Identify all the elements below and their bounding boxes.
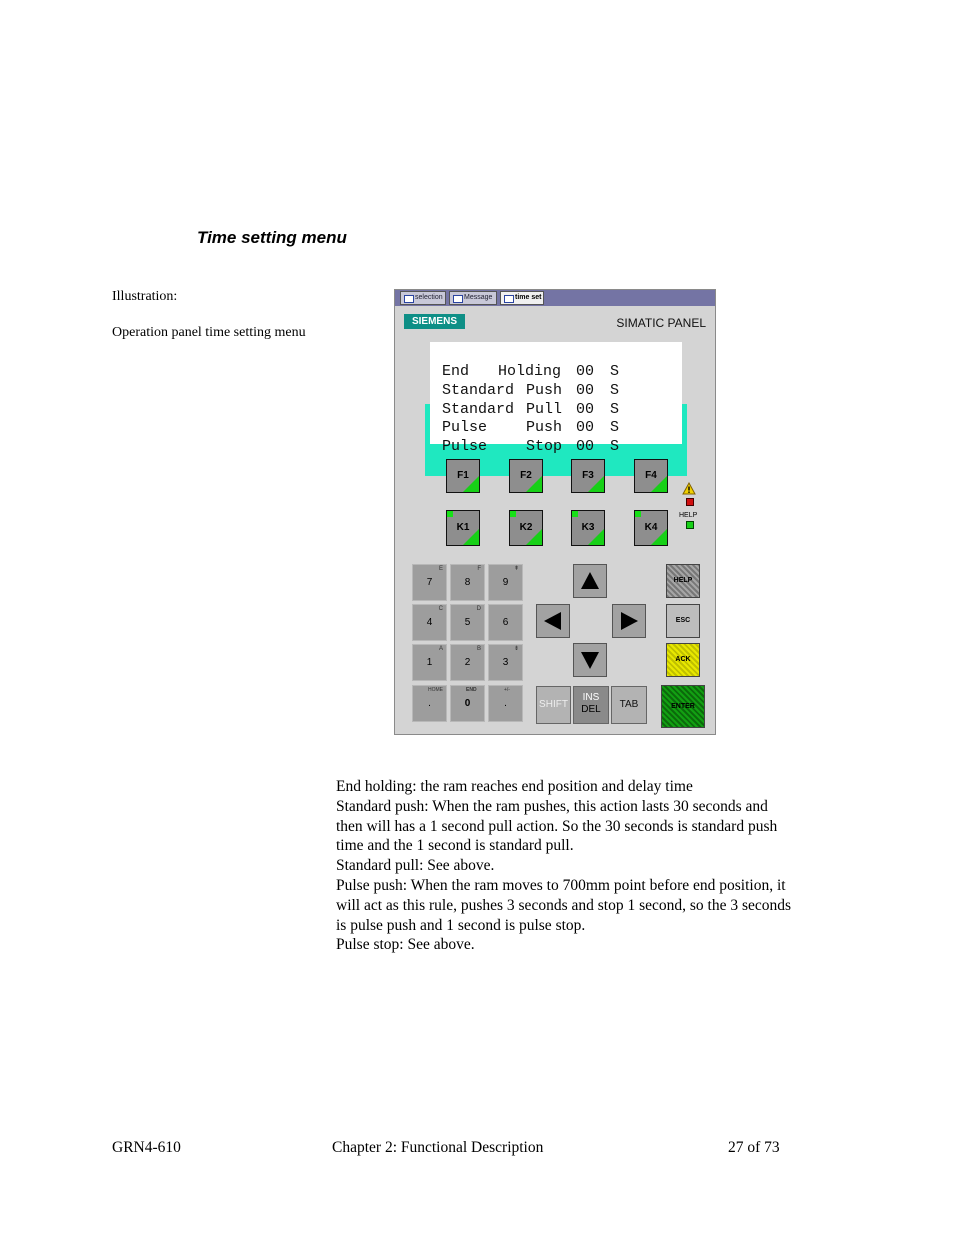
screen-row: End Holding 00 S [442, 363, 620, 380]
num-sign-key[interactable]: +/- . [488, 685, 523, 722]
warning-icon [682, 482, 696, 495]
num-2-key[interactable]: B 2 [450, 644, 485, 681]
k2-key[interactable]: K2 [509, 510, 543, 546]
description-line: Standard push: When the ram pushes, this action lasts 30 seconds and [336, 797, 768, 815]
num-7-key[interactable]: E 7 [412, 564, 447, 601]
help-led [686, 521, 694, 529]
footer-page-number: 27 of 73 [728, 1139, 780, 1156]
ins-label: INS [582, 692, 600, 703]
del-label: DEL [581, 704, 601, 715]
screen-row: Pulse Stop 00 S [442, 438, 620, 455]
num-8-key[interactable]: F 8 [450, 564, 485, 601]
arrow-down-key[interactable] [573, 643, 607, 677]
screen-row: Pulse Push 00 S [442, 419, 620, 436]
tab-time-set[interactable]: time set [500, 291, 544, 305]
k1-key[interactable]: K1 [446, 510, 480, 546]
description-line: then will has a 1 second pull action. So the 30 seconds is standard push [336, 817, 778, 835]
description-text [336, 777, 856, 955]
description-line: Pulse push: When the ram moves to 700mm point before end position, it [336, 876, 786, 894]
num-3-key[interactable]: ⇟ 3 [488, 644, 523, 681]
screen-row: Standard Push 00 S [442, 382, 620, 399]
arrow-left-icon [537, 605, 569, 637]
num-dot-key[interactable]: HOME . [412, 685, 447, 722]
tab-bar [395, 290, 715, 306]
window-icon [504, 295, 514, 303]
num-5-key[interactable]: D 5 [450, 604, 485, 641]
description-line: Pulse stop: See above. [336, 936, 475, 954]
arrow-left-key[interactable] [536, 604, 570, 638]
description-line: End holding: the ram reaches end position and delay time [336, 778, 693, 795]
arrow-up-key[interactable] [573, 564, 607, 598]
num-9-key[interactable]: ⇞ 9 [488, 564, 523, 601]
shift-key[interactable]: SHIFT [536, 686, 571, 724]
window-icon [404, 295, 414, 303]
description-line: time and the 1 second is standard pull. [336, 837, 574, 855]
description-line: is pulse push and 1 second is pulse stop. [336, 916, 586, 934]
window-icon [453, 295, 463, 303]
section-title: Time setting menu [197, 228, 347, 247]
help-led-label: HELP [679, 512, 698, 519]
operation-panel [394, 289, 716, 735]
num-1-key[interactable]: A 1 [412, 644, 447, 681]
arrow-up-icon [574, 565, 606, 597]
screen-row: Standard Pull 00 S [442, 401, 620, 418]
ack-key[interactable]: ACK [666, 643, 700, 677]
panel-title: SIMATIC PANEL [616, 316, 706, 330]
footer-document-id: GRN4-610 [112, 1139, 181, 1156]
illustration-label: Illustration: [112, 289, 178, 304]
num-6-key[interactable]: 6 [488, 604, 523, 641]
k3-key[interactable]: K3 [571, 510, 605, 546]
enter-key[interactable]: ENTER [661, 685, 705, 728]
siemens-logo: SIEMENS [404, 314, 465, 329]
k4-key[interactable]: K4 [634, 510, 668, 546]
footer-chapter: Chapter 2: Functional Description [332, 1139, 544, 1156]
num-0-key[interactable]: END 0 [450, 685, 485, 722]
description-line: will act as this rule, pushes 3 seconds and stop 1 second, so the 3 seconds [336, 896, 792, 914]
f3-key[interactable]: F3 [571, 459, 605, 493]
help-key[interactable]: HELP [666, 564, 700, 598]
esc-key[interactable]: ESC [666, 604, 700, 638]
tab-message[interactable]: Message [449, 291, 497, 305]
display-screen [430, 342, 682, 455]
alarm-led [686, 498, 694, 506]
illustration-caption: Operation panel time setting menu [112, 325, 306, 340]
f2-key[interactable]: F2 [509, 459, 543, 493]
ins-del-key[interactable] [573, 686, 609, 724]
description-line: Standard pull: See above. [336, 857, 495, 875]
tab-selection[interactable]: selection [400, 291, 446, 305]
arrow-right-icon [613, 605, 645, 637]
f1-key[interactable]: F1 [446, 459, 480, 493]
arrow-down-icon [574, 644, 606, 676]
tab-key[interactable]: TAB [611, 686, 647, 724]
num-4-key[interactable]: C 4 [412, 604, 447, 641]
f4-key[interactable]: F4 [634, 459, 668, 493]
arrow-right-key[interactable] [612, 604, 646, 638]
